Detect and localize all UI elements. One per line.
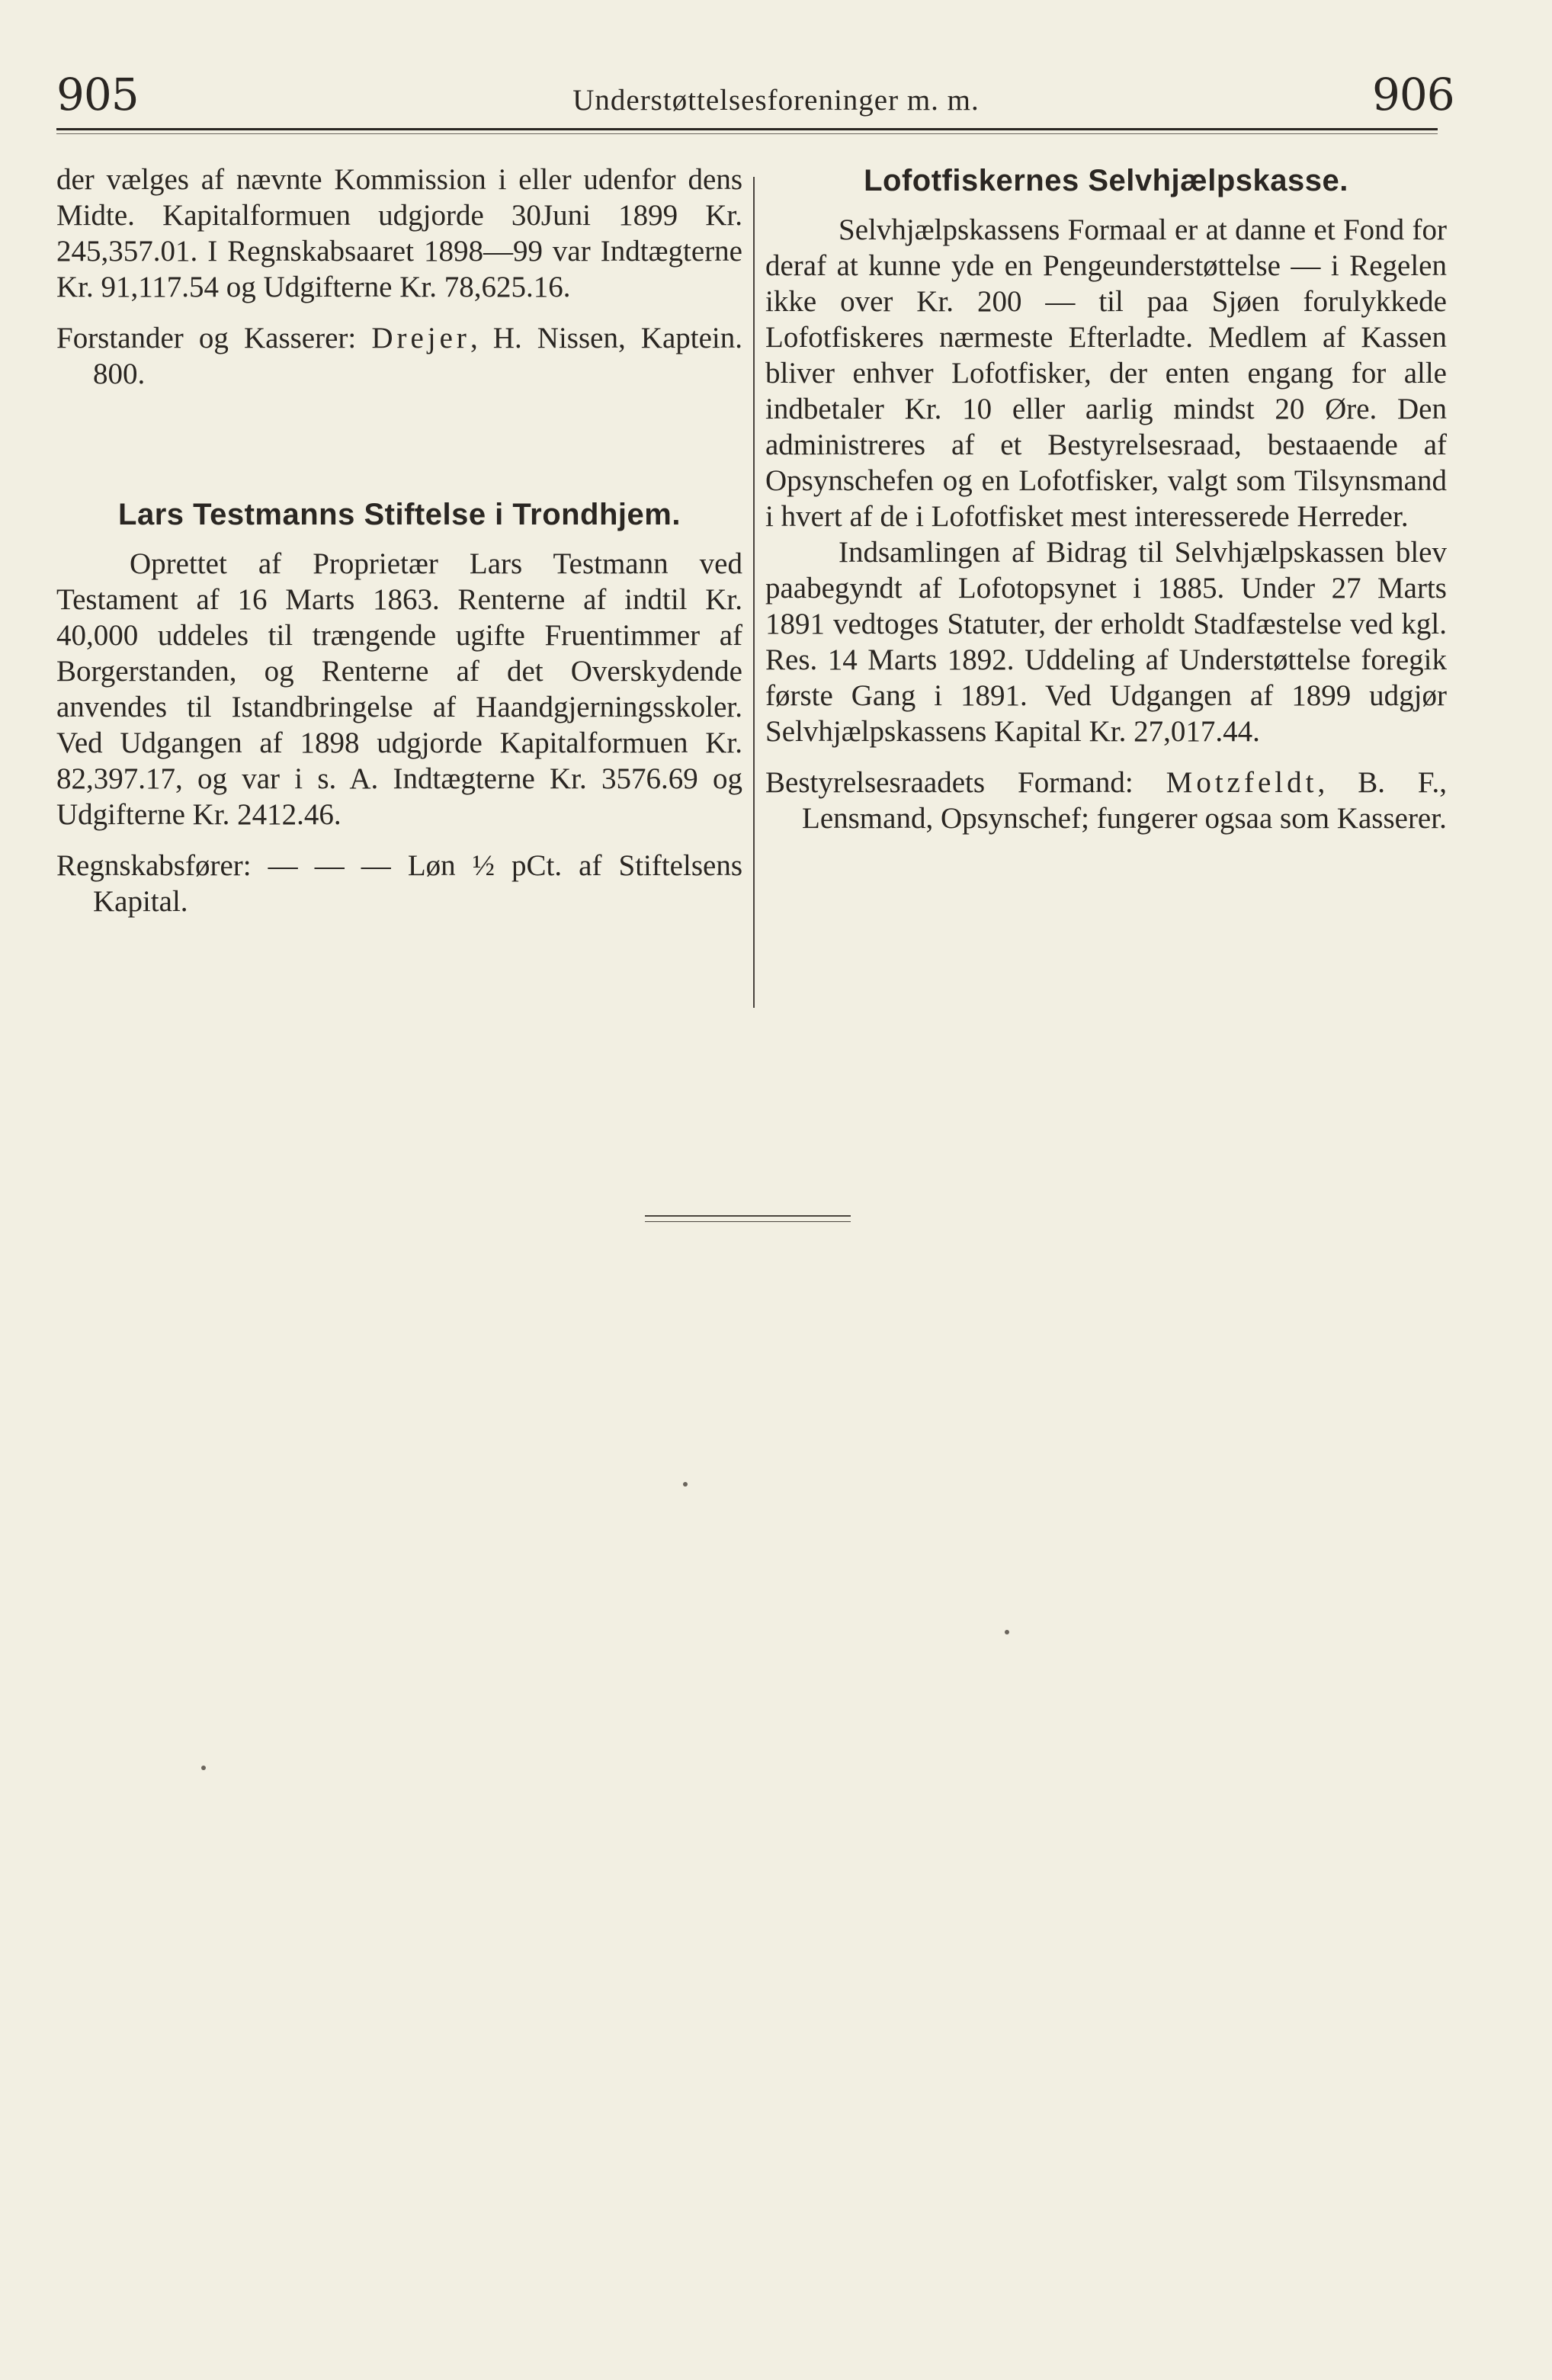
left-intro-paragraph: der vælges af nævnte Kommission i eller udenfor dens Midte. Kapitalformuen udgjorde 30Juni 1899 Kr. 245,357.01. I Regnskabsaaret 1898—99 var Indtægterne Kr. 91,117.54 og Udgifterne Kr. 78,625.16. [56,163,742,303]
staff-line [56,320,742,392]
testmann-paragraph: Oprettet af Proprietær Lars Testmann ved Testament af 16 Marts 1863. Renterne af indtil Kr. 40,000 uddeles til trængende ugifte Fruentimmer af Borgerstanden, og Renterne af det Overskydende anvendes til Istandbringelse af Haandgjerningsskoler. Ved Udgangen af 1898 udgjorde Kapitalformuen Kr. 82,397.17, og var i s. A. Indtægterne Kr. 3576.69 og Udgifterne Kr. 2412.46. [56,547,742,831]
board-rest: , B. F., Lensmand, Opsynschef; fungerer ogsaa som Kasserer. [802,766,1447,835]
board-name: Motzfeldt [1166,766,1318,799]
lofot-paragraph-1: Selvhjælpskassens Formaal er at danne et Fond for deraf at kunne yde en Pengeunderstøttelse — i Regelen ikke over Kr. 200 — til paa Sjøen forulykkede Lofotfiskeres nærmeste Efterladte. Medlem af Kassen bliver enhver Lofotfisker, der enten engang for alle indbetaler Kr. 10 eller aarlig mindst 20 Øre. Den administreres af et Bestyrelsesraad, bestaaende af Opsynschefen og en Lofotfisker, valgt som Tilsynsmand i hvert af de i Lofotfisket mest interesserede Herreder. [765,213,1447,533]
right-page-number: 906 [1372,69,1454,120]
left-column [56,162,742,919]
end-rule-thin [645,1221,851,1222]
staff-rest: , H. Nissen, Kaptein. 800. [93,322,742,390]
header-rule-thin [56,133,1438,134]
header-rule [56,128,1438,130]
end-rule [645,1215,851,1217]
left-page-number: 905 [56,69,139,120]
paper-speck [1005,1630,1009,1634]
paper-speck [201,1766,206,1770]
page-header [0,0,1552,152]
column-divider [753,177,755,1008]
staff-name: Drejer [371,322,470,354]
section-heading-testmann: Lars Testmanns Stiftelse i Trondhjem. [118,498,681,531]
board-line [765,765,1447,836]
right-column [765,162,1447,836]
board-label: Bestyrelsesraadets Formand: [765,766,1166,799]
paper-speck [683,1482,688,1487]
staff-label: Forstander og Kasserer: [56,322,372,354]
section-heading-lofot: Lofotfiskernes Selvhjælpskasse. [864,164,1348,197]
running-title: Understøttelsesforeninger m. m. [572,84,980,117]
lofot-paragraph-2: Indsamlingen af Bidrag til Selvhjælpskassen blev paabegyndt af Lofotopsynet i 1885. Under 27 Marts 1891 vedtoges Statuter, der erholdt Stadfæstelse ved kgl. Res. 14 Marts 1892. Uddeling af Understøttelse foregik første Gang i 1891. Ved Udgangen af 1899 udgjør Selvhjælpskassens Kapital Kr. 27,017.44. [765,536,1447,748]
accountant-line: Regnskabsfører: — — — Løn ½ pCt. af Stiftelsens Kapital. [56,849,742,918]
